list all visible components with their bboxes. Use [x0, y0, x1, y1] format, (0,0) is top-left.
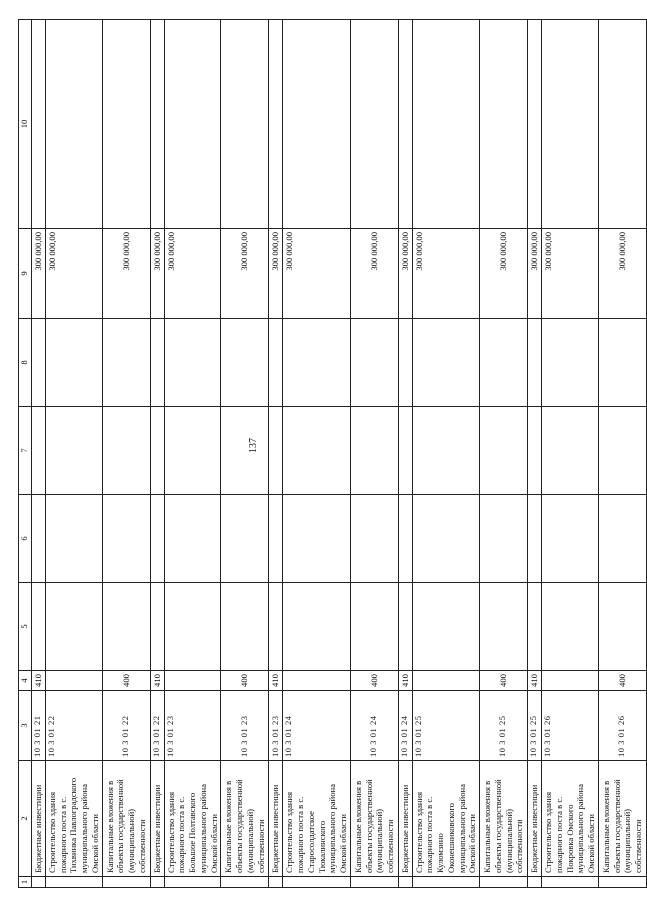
row-name-cell: Строительство здания пожарного поста в с. Тихвинка Павлоградского муниципального района Омской области	[46, 761, 103, 877]
row-index-cell	[150, 877, 164, 888]
row-amount-cell: 300 000,00	[46, 229, 103, 319]
row-col6-cell	[150, 495, 164, 583]
row-type-cell: 410	[398, 671, 412, 691]
row-col8-cell	[269, 319, 283, 407]
row-col5-cell	[102, 583, 150, 671]
row-index-cell	[598, 877, 646, 888]
row-name-cell: Строительство здания пожарного поста в с. Покровка Омского муниципального района Омской области	[542, 761, 599, 877]
table-row	[480, 20, 528, 888]
row-amount-cell: 300 000,00	[598, 229, 646, 319]
row-name-cell: Строительство здания пожарного поста в с. Большое Полтавского муниципального района Омской области	[164, 761, 221, 877]
row-col10-cell	[221, 20, 269, 229]
row-index-cell	[350, 877, 398, 888]
table-row	[150, 20, 164, 888]
row-col8-cell	[283, 319, 350, 407]
row-index-cell	[542, 877, 599, 888]
row-col7-cell	[150, 407, 164, 495]
row-col8-cell	[150, 319, 164, 407]
table-row	[32, 20, 46, 888]
table-row	[221, 20, 269, 888]
row-col7-cell	[542, 407, 599, 495]
row-col6-cell	[283, 495, 350, 583]
rotated-page	[18, 20, 644, 888]
row-col8-cell	[102, 319, 150, 407]
row-col10-cell	[528, 20, 542, 229]
row-col7-cell	[32, 407, 46, 495]
row-code-cell: 10 3 01 26	[598, 691, 646, 761]
row-code-cell: 10 3 01 24	[350, 691, 398, 761]
row-index-cell	[46, 877, 103, 888]
row-type-cell: 410	[528, 671, 542, 691]
row-col5-cell	[221, 583, 269, 671]
column-number: 7	[19, 407, 32, 495]
column-number: 4	[19, 671, 32, 691]
row-type-cell: 400	[598, 671, 646, 691]
row-index-cell	[398, 877, 412, 888]
row-col6-cell	[269, 495, 283, 583]
table-row	[269, 20, 283, 888]
row-col6-cell	[102, 495, 150, 583]
row-type-cell	[412, 671, 479, 691]
row-col6-cell	[398, 495, 412, 583]
row-type-cell: 410	[150, 671, 164, 691]
row-col10-cell	[46, 20, 103, 229]
row-code-cell: 10 3 01 25	[412, 691, 479, 761]
row-code-cell: 10 3 01 21	[32, 691, 46, 761]
row-col10-cell	[480, 20, 528, 229]
row-col5-cell	[528, 583, 542, 671]
row-amount-cell: 300 000,00	[32, 229, 46, 319]
row-index-cell	[32, 877, 46, 888]
row-col5-cell	[46, 583, 103, 671]
row-col8-cell	[221, 319, 269, 407]
row-col8-cell	[480, 319, 528, 407]
table-row	[412, 20, 479, 888]
row-amount-cell: 300 000,00	[350, 229, 398, 319]
row-col6-cell	[221, 495, 269, 583]
row-name-cell: Капитальные вложения в объекты государственной (муниципальной) собственности	[102, 761, 150, 877]
row-col10-cell	[542, 20, 599, 229]
row-col8-cell	[528, 319, 542, 407]
row-code-cell: 10 3 01 22	[102, 691, 150, 761]
row-code-cell: 10 3 01 22	[46, 691, 103, 761]
row-col10-cell	[283, 20, 350, 229]
row-col5-cell	[32, 583, 46, 671]
row-amount-cell: 300 000,00	[164, 229, 221, 319]
column-number: 10	[19, 20, 32, 229]
column-number-row	[19, 20, 32, 888]
row-index-cell	[283, 877, 350, 888]
row-col8-cell	[32, 319, 46, 407]
table-row	[283, 20, 350, 888]
row-index-cell	[269, 877, 283, 888]
row-col6-cell	[598, 495, 646, 583]
row-amount-cell: 300 000,00	[542, 229, 599, 319]
row-type-cell: 410	[269, 671, 283, 691]
row-col5-cell	[398, 583, 412, 671]
row-amount-cell: 300 000,00	[221, 229, 269, 319]
row-col10-cell	[269, 20, 283, 229]
row-name-cell: Строительство здания пожарного поста в с. Куломзино Оконешниковского муниципального района Омской области	[412, 761, 479, 877]
row-index-cell	[412, 877, 479, 888]
row-col5-cell	[283, 583, 350, 671]
row-amount-cell: 300 000,00	[412, 229, 479, 319]
table-row	[350, 20, 398, 888]
row-col6-cell	[164, 495, 221, 583]
row-code-cell: 10 3 01 24	[283, 691, 350, 761]
column-number: 5	[19, 583, 32, 671]
row-col7-cell	[46, 407, 103, 495]
budget-table	[18, 19, 647, 888]
column-number: 1	[19, 877, 32, 888]
row-type-cell	[283, 671, 350, 691]
row-col5-cell	[598, 583, 646, 671]
row-col6-cell	[412, 495, 479, 583]
table-row	[164, 20, 221, 888]
row-code-cell: 10 3 01 26	[542, 691, 599, 761]
row-code-cell: 10 3 01 23	[221, 691, 269, 761]
row-col8-cell	[46, 319, 103, 407]
row-amount-cell: 300 000,00	[398, 229, 412, 319]
row-type-cell	[542, 671, 599, 691]
row-col8-cell	[350, 319, 398, 407]
table-body	[19, 20, 647, 888]
row-col10-cell	[350, 20, 398, 229]
row-col6-cell	[32, 495, 46, 583]
row-col8-cell	[412, 319, 479, 407]
row-col10-cell	[164, 20, 221, 229]
row-col7-cell	[269, 407, 283, 495]
row-type-cell: 400	[350, 671, 398, 691]
table-row	[598, 20, 646, 888]
row-col7-cell	[480, 407, 528, 495]
column-number: 6	[19, 495, 32, 583]
row-name-cell: Капитальные вложения в объекты государственной (муниципальной) собственности	[480, 761, 528, 877]
row-amount-cell: 300 000,00	[269, 229, 283, 319]
row-col10-cell	[398, 20, 412, 229]
row-col10-cell	[150, 20, 164, 229]
row-col7-cell	[350, 407, 398, 495]
row-code-cell: 10 3 01 23	[164, 691, 221, 761]
row-type-cell: 400	[221, 671, 269, 691]
row-col7-cell	[102, 407, 150, 495]
row-amount-cell: 300 000,00	[480, 229, 528, 319]
column-number: 3	[19, 691, 32, 761]
row-col6-cell	[480, 495, 528, 583]
row-col7-cell	[398, 407, 412, 495]
row-col5-cell	[412, 583, 479, 671]
row-col5-cell	[269, 583, 283, 671]
row-index-cell	[164, 877, 221, 888]
row-col8-cell	[164, 319, 221, 407]
row-col7-cell	[283, 407, 350, 495]
row-col6-cell	[542, 495, 599, 583]
row-col5-cell	[350, 583, 398, 671]
row-col8-cell	[398, 319, 412, 407]
row-col5-cell	[150, 583, 164, 671]
row-col7-cell	[221, 407, 269, 495]
row-amount-cell: 300 000,00	[283, 229, 350, 319]
row-code-cell: 10 3 01 25	[480, 691, 528, 761]
row-index-cell	[528, 877, 542, 888]
row-col5-cell	[164, 583, 221, 671]
rotated-table-container	[18, 20, 644, 888]
row-name-cell: Бюджетные инвестиции	[32, 761, 46, 877]
row-amount-cell: 300 000,00	[102, 229, 150, 319]
row-col8-cell	[598, 319, 646, 407]
row-col6-cell	[528, 495, 542, 583]
row-index-cell	[102, 877, 150, 888]
row-col10-cell	[102, 20, 150, 229]
row-index-cell	[480, 877, 528, 888]
table-row	[46, 20, 103, 888]
row-code-cell: 10 3 01 22	[150, 691, 164, 761]
row-name-cell: Бюджетные инвестиции	[150, 761, 164, 877]
row-col7-cell	[528, 407, 542, 495]
row-amount-cell: 300 000,00	[150, 229, 164, 319]
row-col10-cell	[598, 20, 646, 229]
row-name-cell: Бюджетные инвестиции	[528, 761, 542, 877]
row-col10-cell	[32, 20, 46, 229]
row-col7-cell	[598, 407, 646, 495]
row-code-cell: 10 3 01 24	[398, 691, 412, 761]
column-number: 8	[19, 319, 32, 407]
row-col8-cell	[542, 319, 599, 407]
row-code-cell: 10 3 01 25	[528, 691, 542, 761]
row-type-cell: 410	[32, 671, 46, 691]
row-col7-cell	[164, 407, 221, 495]
table-row	[102, 20, 150, 888]
row-name-cell: Капитальные вложения в объекты государственной (муниципальной) собственности	[350, 761, 398, 877]
row-col7-cell	[412, 407, 479, 495]
row-col5-cell	[542, 583, 599, 671]
page-number: 137	[248, 438, 259, 453]
row-col5-cell	[480, 583, 528, 671]
table-row	[398, 20, 412, 888]
row-amount-cell: 300 000,00	[528, 229, 542, 319]
column-number: 2	[19, 761, 32, 877]
row-col10-cell	[412, 20, 479, 229]
row-type-cell: 400	[480, 671, 528, 691]
column-number: 9	[19, 229, 32, 319]
row-col6-cell	[350, 495, 398, 583]
row-type-cell	[46, 671, 103, 691]
row-type-cell: 400	[102, 671, 150, 691]
row-col6-cell	[46, 495, 103, 583]
row-name-cell: Капитальные вложения в объекты государственной (муниципальной) собственности	[221, 761, 269, 877]
table-row	[542, 20, 599, 888]
row-name-cell: Бюджетные инвестиции	[269, 761, 283, 877]
row-name-cell: Бюджетные инвестиции	[398, 761, 412, 877]
row-index-cell	[221, 877, 269, 888]
row-code-cell: 10 3 01 23	[269, 691, 283, 761]
row-name-cell: Капитальные вложения в объекты государственной (муниципальной) собственности	[598, 761, 646, 877]
row-type-cell	[164, 671, 221, 691]
table-row	[528, 20, 542, 888]
row-name-cell: Строительство здания пожарного поста в с. Старосолдатское Тюкалинского муниципального района Омской области	[283, 761, 350, 877]
